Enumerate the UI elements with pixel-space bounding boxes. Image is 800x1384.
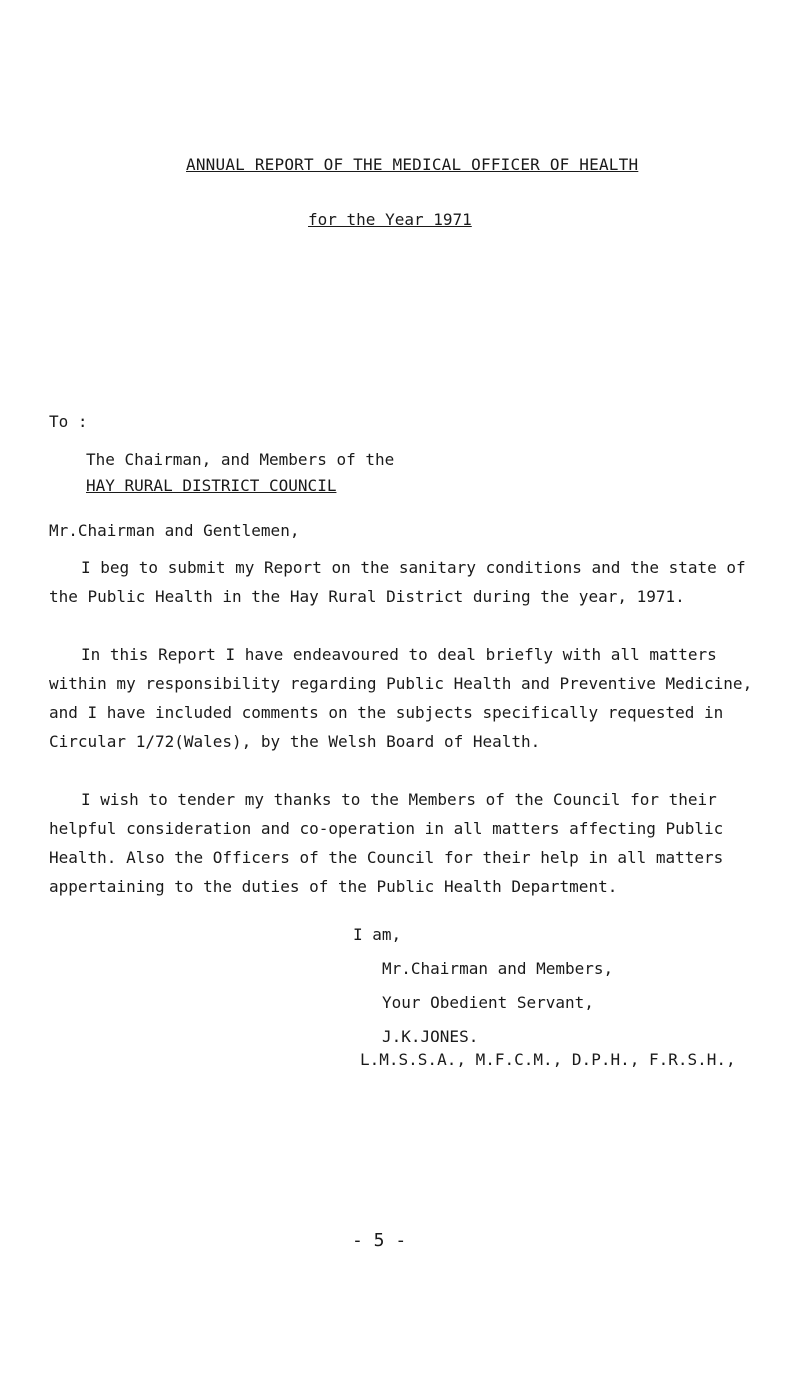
paragraph (49, 640, 769, 756)
council-name: HAY RURAL DISTRICT COUNCIL (86, 476, 337, 495)
salutation: Mr.Chairman and Gentlemen, (49, 521, 300, 540)
report-title: ANNUAL REPORT OF THE MEDICAL OFFICER OF HEALTH (186, 155, 639, 174)
signatory-name: J.K.JONES. (382, 1027, 479, 1046)
addressee-line: The Chairman, and Members of the (86, 450, 395, 469)
page-number: - 5 - (352, 1230, 407, 1251)
closing-line: I am, (353, 925, 402, 944)
paragraph-text: I wish to tender my thanks to the Members of the Council for their helpful consideration and co-operation in all matters affecting Public Health. Also the Officers of the Council for their help in all matters appertaining to the duties of the Public Health Department. (49, 790, 724, 896)
paragraph-text: In this Report I have endeavoured to deal briefly with all matters within my responsibility regarding Public Health and Preventive Medicine, and I have included comments on the subjects specifically requested in Circular 1/72(Wales), by the Welsh Board of Health. (49, 645, 753, 751)
to-label: To : (49, 412, 88, 431)
paragraph (49, 785, 769, 901)
closing-block (353, 918, 613, 1054)
signatory-qualifications: L.M.S.S.A., M.F.C.M., D.P.H., F.R.S.H., (360, 1050, 736, 1069)
paragraph-text: I beg to submit my Report on the sanitary conditions and the state of the Public Health in the Hay Rural District during the year, 1971. (49, 558, 746, 606)
paragraph (49, 553, 769, 611)
closing-line: Mr.Chairman and Members, (382, 959, 614, 978)
report-subtitle: for the Year 1971 (308, 210, 472, 229)
closing-line: Your Obedient Servant, (382, 993, 594, 1012)
addressee-block (86, 447, 394, 499)
